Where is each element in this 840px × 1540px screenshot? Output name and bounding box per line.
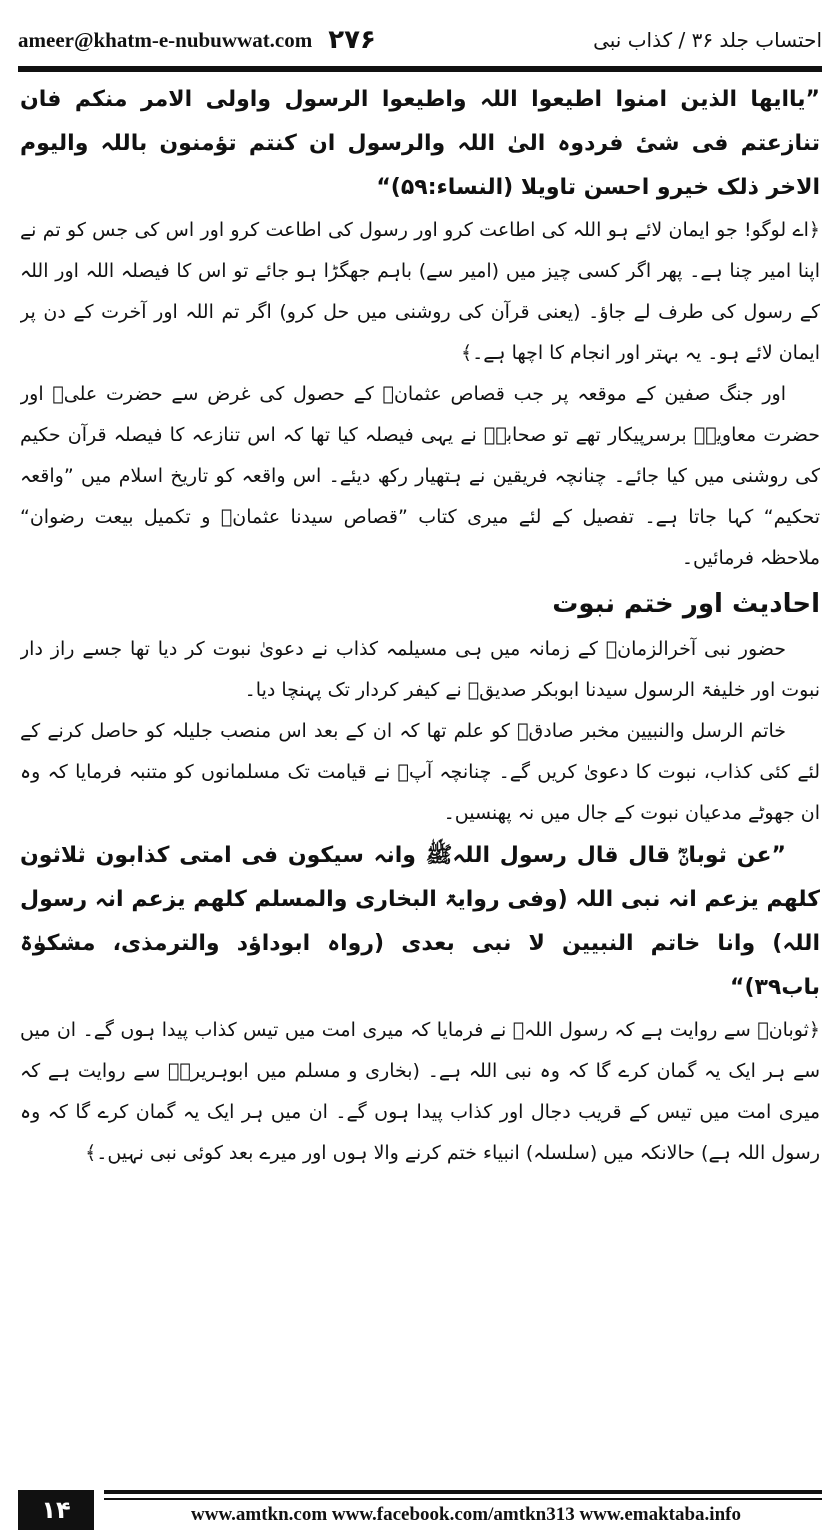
hadith-translation: ﴿ثوبانؓ سے روایت ہے کہ رسول اللہﷺ نے فرمایا کہ میری امت میں تیس کذاب پیدا ہوں گے۔ ان میں سے ہر ایک یہ گمان کرے گا کہ وہ نبی اللہ ہے۔ (بخاری و مسلم میں ابوہریرہؓ سے روایت ہے کہ میری امت میں تیس کے قریب دجال اور کذاب پیدا ہوں گے۔ ان میں ہر ایک یہ گمان کرے گا کہ وہ رسول اللہ ہے) حالانکہ میں (سلسلہ) انبیاء ختم کرنے والا ہوں اور میرے بعد کوئی نبی نہیں۔﴾: [20, 1019, 820, 1164]
header-left: [18, 25, 376, 55]
header-rule: [18, 66, 822, 72]
footer-links[interactable]: www.amtkn.com www.facebook.com/amtkn313 www.emaktaba.info: [191, 1504, 741, 1525]
series-title: احتساب جلد ۳۶ / کذاب نبی: [593, 28, 822, 52]
page-footer: [18, 1490, 822, 1530]
section-heading: احادیث اور ختم نبوت: [552, 589, 820, 619]
footer-number: ۱۴: [18, 1490, 94, 1530]
page-content: [20, 78, 820, 1450]
hadith-arabic: ”عن ثوبانؓ قال قال رسول اللہﷺ وانہ سیکون فی امتی کذابون ثلاثون کلھم یزعم انہ نبی اللہ (وفی روایۃ البخاری والمسلم کلھم یزعم انہ رسول اللہ) وانا خاتم النبیین لا نبی بعدی (رواہ ابوداؤد والترمذی، مشکوٰۃ باب۳۹)“: [20, 843, 820, 1000]
musailima-paragraph: حضور نبی آخرالزمانﷺ کے زمانہ میں ہی مسیلمہ کذاب نے دعویٰ نبوت کر دیا تھا جسے راز دار نبوت اور خلیفۃ الرسول سیدنا ابوبکر صدیقؓ نے کیفر کردار تک پہنچا دیا۔: [20, 638, 820, 701]
page-header: [18, 18, 822, 62]
footer-rule-thick: [104, 1490, 822, 1494]
verse-translation: ﴿اے لوگو! جو ایمان لائے ہو اللہ کی اطاعت کرو اور رسول کی اطاعت کرو اور اس کی جس کو تم نے اپنا امیر چنا ہے۔ پھر اگر کسی چیز میں (امیر سے) باہم جھگڑا ہو جائے تو اس کا فیصلہ اللہ اور اللہ کے رسول کی طرف لے جاؤ۔ (یعنی قرآن کی روشنی میں حل کرو) اگر تم اللہ اور آخرت کے دن پر ایمان لائے ہو۔ یہ بہتر اور انجام کا اچھا ہے۔﴾: [20, 219, 820, 364]
footer-rule-thin: [104, 1498, 822, 1500]
prophecy-paragraph: خاتم الرسل والنبیین مخبر صادقﷺ کو علم تھا کہ ان کے بعد اس منصب جلیلہ کو حاصل کرنے کے لئے کئی کذاب، نبوت کا دعویٰ کریں گے۔ چنانچہ آپؐ نے قیامت تک مسلمانوں کو متنبہ فرمایا کہ وہ ان جھوٹے مدعیان نبوت کے جال میں نہ پھنسیں۔: [20, 720, 820, 824]
quran-verse: ”یاایھا الذین امنوا اطیعوا اللہ واطیعوا الرسول واولی الامر منکم فان تنازعتم فی شیٔ فردوہ الیٰ اللہ والرسول ان کنتم تؤمنون باللہ والیوم الاخر ذلک خیرو احسن تاویلا (النساء:۵۹)“: [20, 87, 820, 200]
siffin-paragraph: اور جنگ صفین کے موقعہ پر جب قصاص عثمانؓ کے حصول کی غرض سے حضرت علیؓ اور حضرت معاویہؓ برسرپیکار تھے تو صحابہؓ نے یہی فیصلہ کیا تھا کہ اس تنازعہ کا فیصلہ قرآن حکیم کی روشنی میں کیا جائے۔ چنانچہ فریقین نے ہتھیار رکھ دیئے۔ اس واقعہ کو تاریخ اسلام میں ”واقعہ تحکیم“ کہا جاتا ہے۔ تفصیل کے لئے میری کتاب ”قصاص سیدنا عثمانؓ و تکمیل بیعت رضوان“ ملاحظہ فرمائیں۔: [20, 383, 820, 569]
page-number: ۲۷۶: [328, 25, 376, 55]
header-email[interactable]: ameer@khatm-e-nubuwwat.com: [18, 27, 313, 52]
